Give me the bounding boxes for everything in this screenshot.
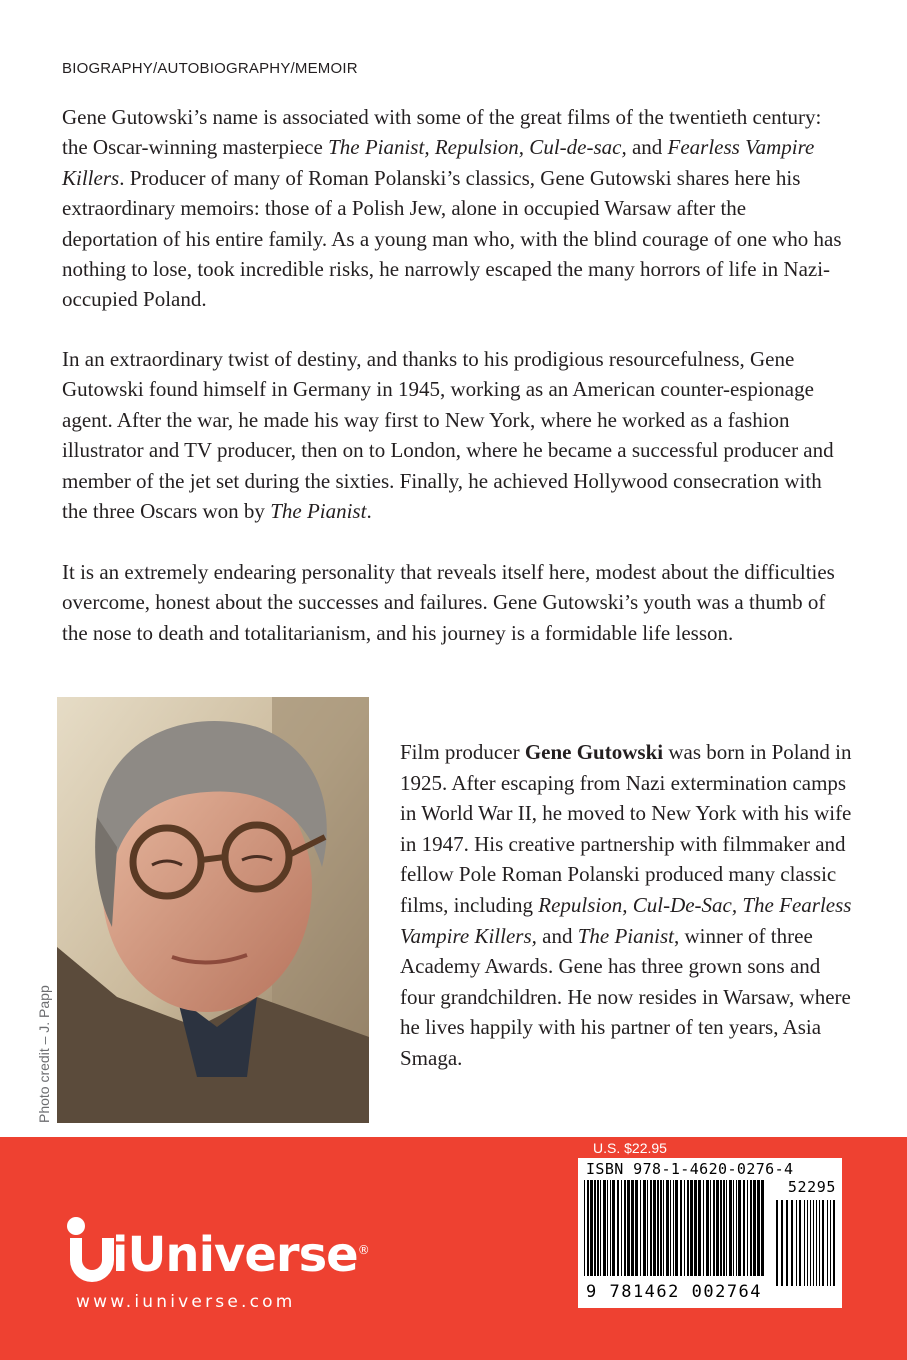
price-label: U.S. $22.95 — [593, 1140, 667, 1156]
barcode-bar — [650, 1180, 652, 1276]
barcode-bar — [584, 1180, 585, 1276]
addon-bar — [816, 1200, 817, 1286]
addon-bar — [830, 1200, 831, 1286]
addon-bar — [796, 1200, 797, 1286]
barcode-bar — [607, 1180, 608, 1276]
barcode-bar — [687, 1180, 689, 1276]
text-run: Gene Gutowski’s name is associated with some of the great films of the twentieth century: the Oscar-winning masterpiece — [62, 105, 822, 160]
addon-bar — [786, 1200, 788, 1286]
barcode-bar — [594, 1180, 596, 1276]
barcode-bar — [673, 1180, 674, 1276]
text-run: In an extraordinary twist of destiny, and thanks to his prodigious resourcefulness, Gene Gutowski found himself in Germany in 1945, working as an American counter-espionage agent. After the war, he made his way first to New York, where he worked as a fashion illustrator and TV producer, then on to London, where he became a successful producer and member of the jet set during the sixties. Finally, he achieved Hollywood consecration with the three Oscars won by — [62, 347, 834, 524]
barcode-bar — [706, 1180, 709, 1276]
text-run: and — [536, 923, 578, 948]
price-addon-digits: 52295 — [787, 1178, 836, 1196]
barcode-bar — [750, 1180, 752, 1276]
text-run: . Producer of many of Roman Polanski’s classics, Gene Gutowski shares here his extraordinary memoirs: those of a Polish Jew, alone in occupied Warsaw after the deportation of his entire family. As a young man who, with the blind courage of one who has nothing to lose, took incredible risks, he narrowly escaped the many horrors of life in Nazi-occupied Poland. — [62, 165, 842, 312]
publisher-website: www.iuniverse.com — [76, 1292, 296, 1312]
barcode-bar — [663, 1180, 664, 1276]
blurb-paragraph-3 — [62, 557, 846, 648]
bold-name: Gene Gutowski — [524, 740, 664, 764]
barcode-bar — [587, 1180, 589, 1276]
addon-bar — [804, 1200, 805, 1286]
barcode-bar — [713, 1180, 715, 1276]
barcode-bar — [680, 1180, 682, 1276]
barcode-bar — [627, 1180, 630, 1276]
barcode-bar — [666, 1180, 669, 1276]
addon-bar — [799, 1200, 801, 1286]
barcode-bar — [726, 1180, 727, 1276]
barcode-bar — [698, 1180, 701, 1276]
blurb-paragraph-2 — [62, 344, 846, 526]
text-run: and — [626, 135, 668, 160]
barcode-bar — [747, 1180, 748, 1276]
barcode-bar — [603, 1180, 606, 1276]
publisher-logo-text: iUniverse® — [112, 1227, 369, 1283]
barcode-bar — [647, 1180, 648, 1276]
italic-title: The Pianist — [577, 923, 674, 948]
barcode-bar — [670, 1180, 671, 1276]
barcode-bar — [621, 1180, 622, 1276]
barcode-bar — [617, 1180, 619, 1276]
barcode-bar — [757, 1180, 760, 1276]
barcode-bar — [640, 1180, 641, 1276]
barcode-bar — [684, 1180, 685, 1276]
italic-title: The Pianist — [270, 499, 367, 524]
barcode-bar — [703, 1180, 704, 1276]
barcode-bar — [653, 1180, 656, 1276]
barcode-bar — [736, 1180, 737, 1276]
barcode-bar — [635, 1180, 638, 1276]
barcode-bar — [590, 1180, 593, 1276]
text-run: . — [366, 499, 372, 524]
addon-bar — [833, 1200, 835, 1286]
barcode-bar — [710, 1180, 711, 1276]
barcode-bar — [738, 1180, 741, 1276]
addon-bar — [827, 1200, 828, 1286]
registered-mark: ® — [357, 1243, 369, 1257]
addon-bar — [819, 1200, 820, 1286]
barcode-bar — [720, 1180, 722, 1276]
barcode-bar — [690, 1180, 693, 1276]
photo-credit: Photo credit – J. Papp — [36, 985, 52, 1123]
barcode-bar — [743, 1180, 745, 1276]
addon-bar — [810, 1200, 811, 1286]
addon-bar — [807, 1200, 808, 1286]
author-bio — [400, 737, 860, 1074]
italic-title: Repulsion, Cul-De-Sac, The Fearless Vampire Killers, — [400, 892, 852, 948]
barcode-bar — [631, 1180, 634, 1276]
barcode-bar — [694, 1180, 697, 1276]
author-portrait-illustration — [57, 697, 369, 1123]
blurb-paragraph-1 — [62, 102, 846, 315]
category-label: BIOGRAPHY/AUTOBIOGRAPHY/MEMOIR — [62, 60, 358, 77]
barcode-bar — [612, 1180, 615, 1276]
barcode-bar — [729, 1180, 732, 1276]
barcode-bar — [657, 1180, 659, 1276]
barcode-bar — [600, 1180, 601, 1276]
text-run: , winner of three Academy Awards. Gene has three grown sons and four grandchildren. He now resides in Warsaw, where he lives happily with his partner of ten years, Asia Smaga. — [400, 923, 851, 1070]
text-run: was born in Poland in 1925. After escaping from Nazi extermination camps in World War II, he moved to New York with his wife in 1947. His creative partnership with filmmaker and fellow Pole Roman Polanski produced many classic films, including — [400, 740, 852, 917]
barcode-bars — [578, 1180, 842, 1290]
text-run: Film producer — [400, 740, 525, 764]
italic-title: Fearless Vampire Killers — [62, 135, 815, 190]
addon-bar — [776, 1200, 778, 1286]
barcode-bar — [610, 1180, 611, 1276]
isbn-text: ISBN 978-1-4620-0276-4 — [586, 1160, 794, 1178]
barcode-bar — [761, 1180, 764, 1276]
addon-bar — [781, 1200, 783, 1286]
addon-bar — [822, 1200, 824, 1286]
barcode-bar — [643, 1180, 646, 1276]
barcode-bar — [624, 1180, 626, 1276]
barcode-bar — [723, 1180, 725, 1276]
author-photo — [57, 697, 369, 1123]
text-run: It is an extremely endearing personality that reveals itself here, modest about the difficulties overcome, honest about the successes and failures. Gene Gutowski’s youth was a thumb of the nose to death and totalitarianism, and his journey is a formidable life lesson. — [62, 560, 835, 645]
barcode-bar — [660, 1180, 662, 1276]
barcode-bar — [733, 1180, 734, 1276]
ean-digits: 9 781462 002764 — [586, 1282, 763, 1302]
addon-bar — [813, 1200, 814, 1286]
italic-title: The Pianist, Repulsion, Cul-de-sac, — [328, 135, 627, 160]
isbn-barcode — [578, 1158, 842, 1308]
addon-bar — [791, 1200, 793, 1286]
barcode-bar — [675, 1180, 678, 1276]
barcode-bar — [716, 1180, 719, 1276]
barcode-bar — [597, 1180, 599, 1276]
barcode-bar — [753, 1180, 756, 1276]
